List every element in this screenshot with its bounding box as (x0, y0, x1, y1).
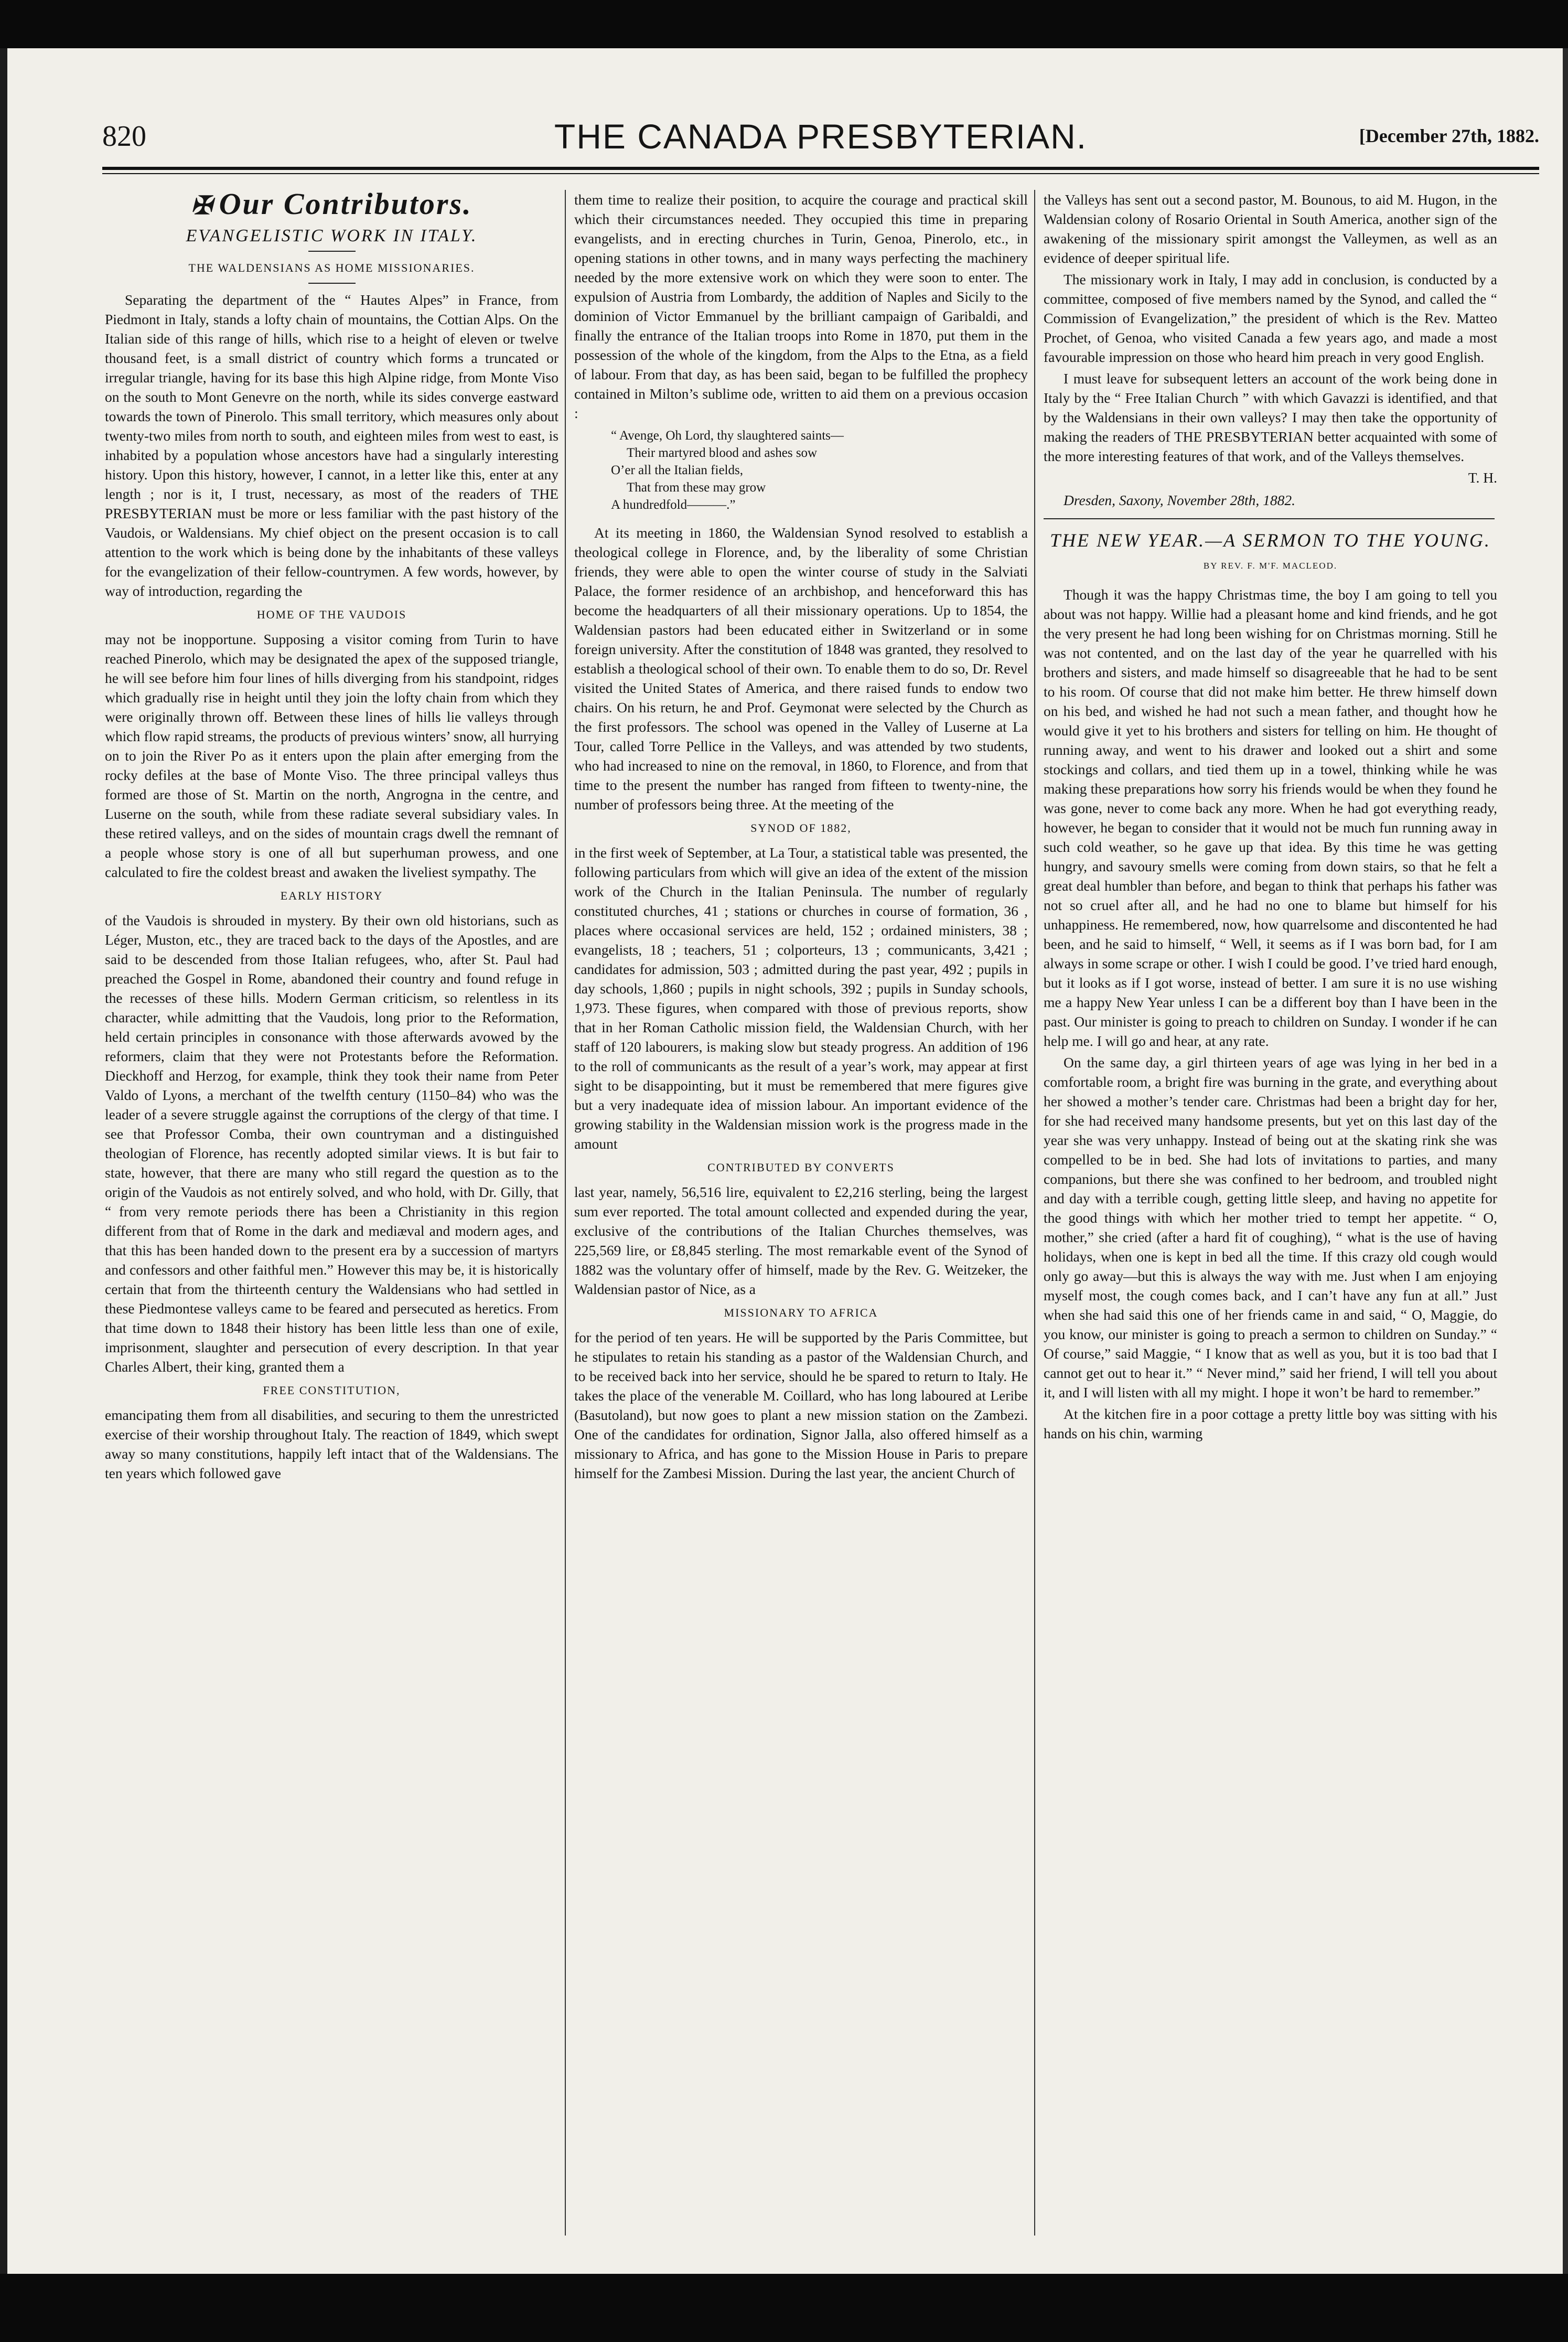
masthead-rule-thin (102, 173, 1539, 174)
paragraph: in the first week of September, at La Tour, a statistical table was presented, the following particulars from which will give an idea of the extent of the mission work of the Church in the Italian Peninsula. The number of regularly constituted churches, 41 ; stations or churches in course of formation, 36 , places where occasional services are held, 152 ; ordained ministers, 38 ; evangelists, 18 ; teachers, 51 ; colporteurs, 13 ; communicants, 3,421 ; candidates for admission, 503 ; admitted during the past year, 492 ; pupils in day schools, 1,860 ; pupils in night schools, 392 ; pupils in Sunday schools, 1,973. These figures, when compared with those of previous reports, show that in her Roman Catholic mission field, the Waldensian Church, with her staff of 120 labourers, is making slow but steady progress. An addition of 196 to the roll of communicants as the result of a year’s work, may appear at first sight to be disappointing, but it must be remembered that mere figures give but a very inadequate idea of mission labour. An important evidence of the growing stability in the Waldensian mission work is the progress made in the amount (574, 844, 1028, 1152)
poem-line: A hundredfold———.” (611, 498, 736, 512)
department-title: Our Contributors. (219, 190, 472, 221)
title-rule (308, 251, 356, 252)
paragraph: Though it was the happy Christmas time, the boy I am going to tell you about was not happy. Willie had a pleasant home and kind friends, and he got the very present he had long been wishing for on Christmas morning. Still he was not contented, and on the last day of the year he quarrelled with his brothers and sisters, and made himself so disagreeable that he had to be sent to his room. Of course that did not make him better. He threw himself down on his bed, and wished he had not such a mean father, and thought how he would give it yet to his brothers and sisters for telling on him. He thought of running away, and went to his drawer and looked out a shirt and some stockings and collars, and tied them up in a towel, thinking while he was making these preparations how sorry his friends would be when they found he was gone, never to come back any more. When he had got everything ready, however, he began to consider that it would not be much fun running away in such cold weather, so he gave up that idea. By this time he was getting hungry, and savoury smells were coming from down stairs, so that he felt a great deal humbler than before, and began to think that perhaps his father was not so cruel after all, and he had no one to blame but himself for his unhappiness. He remembered, now, how quarrelsome and discontented he had been, and he said to himself, “ Well, it seems as if I was born bad, for I am always in some scrape or other. I wish I could be good. I’ve tried hard enough, but it looks as if I got worse, instead of better. I am sure it is no use wishing me a happy New Year unless I can be a different boy than I have been in the past. Our minister is going to preach to children on Sunday. I wonder if he can help me. I will go and hear, at any rate. (1044, 586, 1497, 1049)
paragraph: the Valleys has sent out a second pastor, M. Bounous, to aid M. Hugon, in the Waldensian colony of Rosario Oriental in South America, another sign of the awakening of the missionary spirit amongst the Valleymen, as well as an evidence of deeper spiritual life. (1044, 191, 1497, 266)
paragraph: Separating the department of the “ Hautes Alpes” in France, from Piedmont in Italy, stands a lofty chain of mountains, the Cottian Alps. On the Italian side of this range of hills, which rise to a height of eleven or twelve thousand feet, is a small district of country which forms a truncated or irregular triangle, having for its base this high Alpine ridge, from Monte Viso on the south to Mont Genevre on the north, while its sides converge eastward towards the town of Pinerolo. This small territory, which measures only about twenty-two miles from north to south, and eighteen miles from west to east, is inhabited by a population whose ancestors have had a singularly interesting history. Upon this history, however, I cannot, in a letter like this, enter at any length ; nor is it, I trust, necessary, as most of the readers of THE PRESBYTERIAN must be more or less familiar with the past history of the Vaudois, or Waldensians. My chief object on the present occasion is to call attention to the work which is being done by the inhabitants of these valleys for the evangelization of their fellow-countrymen. A few words, however, by way of introduction, regarding the (105, 292, 559, 599)
section-heading-mission: MISSIONARY TO AFRICA (724, 1306, 878, 1319)
sermon-byline: BY REV. F. M'F. MACLEOD. (1203, 561, 1338, 571)
scan-border-top (0, 0, 1568, 48)
column-3 (1044, 190, 1497, 2246)
masthead (102, 117, 1539, 162)
poem-line: “ Avenge, Oh Lord, thy slaughtered saints— (611, 429, 844, 443)
author-signature: T. H. (1468, 469, 1497, 486)
column-2 (574, 190, 1028, 2246)
dateline: Dresden, Saxony, November 28th, 1882. (1064, 492, 1295, 508)
paragraph: I must leave for subsequent letters an account of the work being done in Italy by the “ Free Italian Church ” with which Gavazzi is identified, and that by the Waldensians in their own valleys? I may then take the opportunity of making the readers of THE PRESBYTERIAN better acquainted with some of the more interesting features of that work, and of the Valleys themselves. (1044, 370, 1497, 464)
issue-date: [December 27th, 1882. (1359, 125, 1539, 146)
poem-line: O’er all the Italian fields, (611, 463, 743, 477)
section-heading-free: FREE CONSTITUTION, (263, 1384, 401, 1397)
journal-title: THE CANADA PRESBYTERIAN. (554, 117, 1088, 156)
column-divider (565, 190, 566, 2236)
scan-border-right (1563, 48, 1568, 2274)
paragraph: emancipating them from all disabilities, and securing to them the unrestricted exercise of their worship throughout Italy. The reaction of 1849, which swept away so many constitutions, happily left intact that of the Waldensians. The ten years which followed gave (105, 1407, 559, 1481)
subtitle-rule (308, 283, 356, 284)
scan-border-bottom (0, 2274, 1568, 2342)
cross-ornament-icon: ✠ (191, 192, 214, 220)
paragraph: last year, namely, 56,516 lire, equivalent to £2,216 sterling, being the largest sum ever reported. The total amount collected and expended during the year, exclusive of the contributions of the Italian Churches themselves, was 225,569 lire, or £8,845 sterling. The most remarkable event of the Synod of 1882 was the voluntary offer of himself, made by the Rev. G. Weitzeker, the Waldensian pastor of Nice, as a (574, 1184, 1028, 1297)
article-subtitle: THE WALDENSIANS AS HOME MISSIONARIES. (188, 261, 475, 274)
paragraph: At the kitchen fire in a poor cottage a pretty little boy was sitting with his hands on his chin, warming (1044, 1406, 1497, 1441)
poem-line: Their martyred blood and ashes sow (627, 446, 818, 460)
paragraph: them time to realize their position, to acquire the courage and practical skill which their circumstances needed. They occupied this time in preparing evangelists, and in erecting churches in Turin, Genoa, Pinerolo, etc., in opening stations in other towns, and in many ways perfecting the machinery needed by the more extensive work on which they were soon to enter. The expulsion of Austria from Lombardy, the addition of Naples and Sicily to the dominion of Victor Emmanuel by the brilliant campaign of Garibaldi, and finally the entrance of the Italian troops into Rome in 1870, put them in the possession of the whole of the kingdom, from the Alps to the Etna, as a field of labour. From that day, as has been said, began to be fulfilled the prophecy contained in Milton’s sublime ode, written to aid them on a previous occasion : (574, 191, 1028, 421)
article-title: EVANGELISTIC WORK IN ITALY. (186, 226, 478, 245)
paragraph: At its meeting in 1860, the Waldensian Synod resolved to establish a theological college in Florence, and, by the liberality of some Christian friends, they were able to open the winter course of study in the Salviati Palace, the former residence of an archbishop, and henceforward this has become the headquarters of all their missionary operations. Up to 1854, the Waldensian pastors had been educated either in Switzerland or in some foreign university. After the constitution of 1848 was granted, they resolved to establish a theological school of their own. To enable them to do so, Dr. Revel visited the United States of America, and there raised funds to endow two chairs. On his return, he and Prof. Geymonat were selected by the Church as the first professors. The school was opened in the Valley of Luserne at La Tour, called Torre Pellice in the Valleys, and was attended by two students, who had increased to nine on the removal, in 1860, to Florence, and from that time to the present the number has ranged from fifteen to twenty-nine, the number of professors being three. At the meeting of the (574, 525, 1028, 812)
paragraph: for the period of ten years. He will be supported by the Paris Committee, but he stipulates to retain his standing as a pastor of the Waldensian Church, and to be received back into her service, should he be spared to return to Italy. He takes the place of the venerable M. Coillard, who has long laboured at Leribe (Basutoland), but now goes to plant a new mission station on the Zambezi. One of the candidates for ordination, Signor Jalla, also offered himself as a missionary to Africa, and has gone to the Mission House in Paris to prepare himself for the Zambesi Mission. During the last year, the ancient Church of (574, 1329, 1028, 1481)
article-separator (1044, 518, 1495, 519)
masthead-rule-thick (102, 167, 1539, 170)
paragraph: The missionary work in Italy, I may add in conclusion, is conducted by a committee, composed of five members named by the Synod, and called the “ Commission of Evangelization,” the president of which is the Rev. Matteo Prochet, of Genoa, who visited Canada a few years ago, and made a most favourable impression on those who heard him preach in very good English. (1044, 271, 1497, 365)
section-heading-contributed: CONTRIBUTED BY CONVERTS (707, 1161, 895, 1174)
paragraph: of the Vaudois is shrouded in mystery. By their own old historians, such as Léger, Muston, etc., they are traced back to the days of the Apostles, and are said to be descended from those Italian refugees, who, after St. Paul had preached the Gospel in Rome, abandoned their country and found refuge in the recesses of these hills. Modern German criticism, so relentless in its character, while admitting that the Vaudois, long prior to the Reformation, held certain principles in consonance with those afterwards avowed by the reformers, claim that they were not Protestants before the Reformation. Dieckhoff and Herzog, for example, think they took their name from Peter Valdo of Lyons, a merchant of the twelfth century (1150–84) who was the leader of a severe struggle against the corruptions of the clergy of that time. I see that Professor Comba, their own countryman and a distinguished theologian of Florence, has recently adopted similar views. It is but fair to state, however, that there are many who still regard the question as to the origin of the Vaudois as not entirely solved, and who hold, with Dr. Gilly, that “ from very remote periods there has been a Christianity in this region different from that of Rome in the dark and mediæval and modern ages, and that this has been handed down to the present era by a succession of martyrs and confessors and other faithful men.” However this may be, it is historically certain that from the thirteenth century the Waldensians who had settled in these Piedmontese valleys came to be feared and persecuted as heretics. From that time down to 1848 their history has been little less than one of exile, imprisonment, slaughter and persecution of every description. In that year Charles Albert, their king, granted them a (105, 912, 559, 1375)
section-heading-synod: SYNOD OF 1882, (750, 821, 852, 835)
scan-border-left (0, 48, 7, 2274)
poem-quote (611, 427, 1028, 514)
section-heading-early: EARLY HISTORY (280, 889, 383, 902)
column-1 (105, 190, 559, 2246)
column-divider (1034, 190, 1035, 2236)
paragraph: On the same day, a girl thirteen years of age was lying in her bed in a comfortable room, a bright fire was burning in the grate, and everything about her showed a mother’s tender care. Christmas had been a bright day for her, for she had received many handsome presents, but yet on this last day of the year she was very unhappy. Instead of being out at the skating rink she was compelled to be in bed. She had lots of invitations to parties, and many companions, but there she was confined to her bedroom, and troubled night and day with a terrible cough, getting little sleep, and having no appetite for the good things with which her mother tried to tempt her appetite. “ O, mother,” she cried (after a hard fit of coughing), “ what is the use of having holidays, when one is kept in bed all the time. If this crazy old cough would only go away—but this is always the way with me. Just when I am enjoying myself most, the cough comes back, and I can’t have any fun at all.” Just when she had said this one of her friends came in and said, “ O, Maggie, do you know, our minister is going to preach a sermon to children on Sunday.” “ Of course,” said Maggie, “ I know that as well as you, but it is too bad that I cannot get out to hear it.” “ Never mind,” said her friend, I will tell you about it, and I will listen with all my might. I hope it won’t be hard to remember.” (1044, 1054, 1497, 1400)
paragraph: may not be inopportune. Supposing a visitor coming from Turin to have reached Pinerolo, which may be designated the apex of the supposed triangle, he will see before him four lines of hills diverging from his standpoint, ridges which gradually rise in height until they join the lofty chain from which they were originally thrown off. Between these lines of hills lie valleys through which flow rapid streams, the products of previous winters’ snow, all hurrying on to join the River Po as it enters upon the plain after emerging from the rocky defiles at the base of Monte Viso. The three principal valleys thus formed are those of St. Martin on the north, Angrogna in the centre, and Luserne on the south, while from these radiate several subsidiary vales. In these retired valleys, and on the sides of mountain crags dwell the remnant of a people whose story is one of all but superhuman prowess, and one calculated to fire the coldest breast and awaken the liveliest sympathy. The (105, 631, 559, 880)
page-number: 820 (102, 120, 146, 153)
sermon-title: THE NEW YEAR.—A SERMON TO THE YOUNG. (1050, 530, 1491, 551)
poem-line: That from these may grow (627, 480, 766, 495)
section-heading-home: HOME OF THE VAUDOIS (256, 608, 407, 621)
department-heading (105, 190, 559, 221)
